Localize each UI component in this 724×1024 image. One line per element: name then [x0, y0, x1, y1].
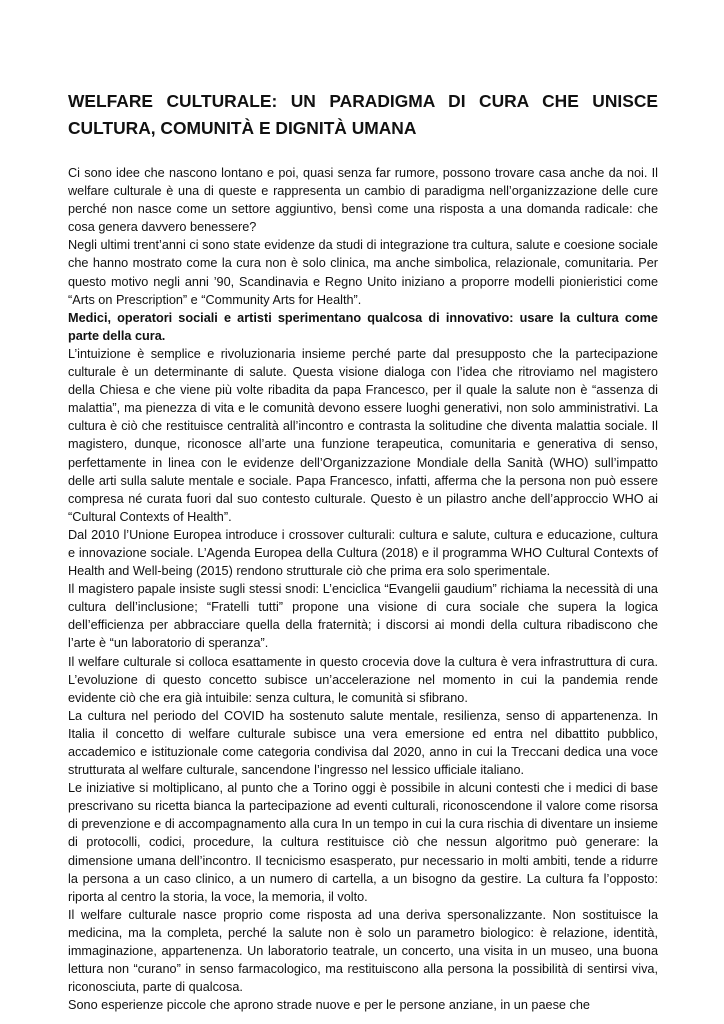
paragraph-10: Il welfare culturale nasce proprio come risposta ad una deriva spersonalizzante. Non sostituisce la medicina, ma la completa, perché la salute non è solo un parametro biologico: è relazione, identità, immaginazione, appartenenza. Un laboratorio teatrale, un concerto, una visita in un museo, una buona lettura non “curano” in senso farmacologico, ma restituiscono alla persona la possibilità di sentirsi viva, riconosciuta, parte di qualcosa. [68, 907, 658, 995]
paragraph-8: La cultura nel periodo del COVID ha sostenuto salute mentale, resilienza, senso di appartenenza. In Italia il concetto di welfare culturale subisce una vera emersione ed entra nel dibattito pubblico, accademico e istituzionale come categoria condivisa dal 2020, anno in cui la Treccani dedica una voce strutturata al welfare culturale, sancendone l’ingresso nel lessico ufficiale italiano. [68, 708, 658, 778]
paragraph-7: Il welfare culturale si colloca esattamente in questo crocevia dove la cultura è vera infrastruttura di cura. L’evoluzione di questo concetto subisce un’accelerazione nel momento in cui la pandemia rende evidente ciò che era già intuibile: senza cultura, le comunità si sfibrano. [68, 654, 658, 705]
paragraph-11: Sono esperienze piccole che aprono strade nuove e per le persone anziane, in un paese che [68, 998, 590, 1013]
paragraph-6: Il magistero papale insiste sugli stessi snodi: L’enciclica “Evangelii gaudium” richiama la necessità di una cultura dell’inclusione; “Fratelli tutti” propone una visione di cura sociale che supera la logica dell’efficienza per abbracciare quella della fraternità; i discorsi ai mondi della cultura ribadiscono che l’arte è “un laboratorio di speranza”. [68, 582, 658, 651]
document-body [68, 164, 658, 1014]
paragraph-2: Negli ultimi trent’anni ci sono state evidenze da studi di integrazione tra cultura, salute e coesione sociale che hanno mostrato come la cura non è solo clinica, ma anche simbolica, relazionale, comunitaria. Per questo motivo negli anni ’90, Scandinavia e Regno Unito iniziano a proporre modelli pionieristici come “Arts on Prescription” e “Community Arts for Health”. [68, 238, 658, 307]
paragraph-9: Le iniziative si moltiplicano, al punto che a Torino oggi è possibile in alcuni contesti che i medici di base prescrivano su ricetta bianca la partecipazione ad eventi culturali, riconoscendone il valore come risorsa di prevenzione e di accompagnamento alla cura In un tempo in cui la cura rischia di diventare un insieme di protocolli, codici, procedure, la cultura restituisce ciò che nessun algoritmo può generare: la dimensione umana dell’incontro. Il tecnicismo esasperato, pur necessario in molti ambiti, tende a ridurre la persona a un caso clinico, a un numero di cartella, a un bisogno da gestire. La cultura fa l’opposto: riporta al centro la storia, la voce, la memoria, il volto. [68, 781, 658, 904]
paragraph-5: Dal 2010 l’Unione Europea introduce i crossover culturali: cultura e salute, cultura e educazione, cultura e innovazione sociale. L’Agenda Europea della Cultura (2018) e il programma WHO Cultural Contexts of Health and Well-being (2015) rendono strutturale ciò che prima era solo sperimentale. [68, 527, 658, 579]
paragraph-1: Ci sono idee che nascono lontano e poi, quasi senza far rumore, possono trovare casa anche da noi. Il welfare culturale è una di queste e rappresenta un cambio di paradigma nell’organizzazione delle cure perché non nasce come un settore aggiuntivo, bensì come una risposta a una domanda radicale: che cosa genera davvero benessere? [68, 166, 658, 235]
document-title: WELFARE CULTURALE: UN PARADIGMA DI CURA CHE UNISCE CULTURA, COMUNITÀ E DIGNITÀ UMANA [68, 91, 658, 138]
paragraph-3-bold: Medici, operatori sociali e artisti sperimentano qualcosa di innovativo: usare la cultura come parte della cura. [68, 310, 658, 343]
paragraph-4: L’intuizione è semplice e rivoluzionaria insieme perché parte dal presupposto che la partecipazione culturale è un determinante di salute. Questa visione dialoga con l’idea che ritroviamo nel magistero della Chiesa e che viene più volte ribadita da papa Francesco, per il quale la salute non è “assenza di malattia”, ma pienezza di vita e le comunità devono essere luoghi generativi, non solo amministrativi. La cultura è ciò che restituisce centralità all’incontro e contrasta la solitudine che diventa malattia sociale. Il magistero, dunque, riconosce all’arte una funzione terapeutica, comunitaria e generativa di senso, perfettamente in linea con le evidenze dell’Organizzazione Mondiale della Sanità (WHO) sull’impatto delle arti sulla salute mentale e sociale. Papa Francesco, infatti, afferma che la persona non può essere compresa né curata fuori dal suo contesto culturale. Questo è un pilastro anche dell’approccio WHO ai “Cultural Contexts of Health”. [68, 346, 658, 524]
